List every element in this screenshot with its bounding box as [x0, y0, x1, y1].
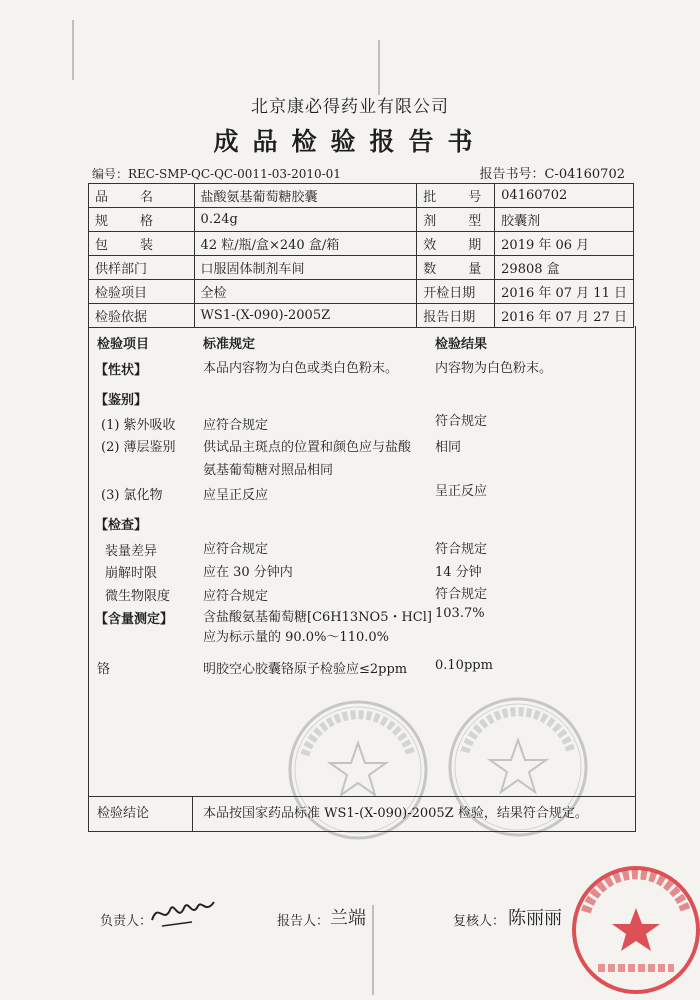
column-header-standard: 标准规定: [203, 337, 256, 352]
info-value: WS1-(X-090)-2005Z: [194, 304, 417, 328]
distributor-red-seal: [568, 860, 700, 1000]
id2-standard-line2: 氨基葡萄糖对照品相同: [203, 463, 334, 478]
c1-standard: 应符合规定: [203, 542, 269, 557]
reviewer-signature: 陈丽丽: [508, 908, 562, 929]
info-row: [89, 208, 634, 232]
info-row: [89, 232, 634, 256]
info-value: 29808 盒: [495, 256, 634, 280]
conclusion-label: 检验结论: [89, 797, 193, 831]
info-row: [89, 304, 634, 328]
info-label: 包 装: [89, 232, 195, 256]
chromium-standard: 明胶空心胶囊铬原子检验应≤2ppm: [203, 662, 408, 677]
reporter-label: 报告人：: [277, 914, 330, 929]
responsible-label: 负责人：: [100, 914, 153, 929]
info-label: 数 量: [417, 256, 495, 280]
info-label: 供样部门: [89, 256, 195, 280]
column-header-result: 检验结果: [435, 337, 488, 352]
c2-result: 14 分钟: [435, 565, 482, 580]
id1-item: (1) 紫外吸收: [101, 418, 176, 433]
chromium-item: 铬: [97, 662, 111, 677]
info-row: [89, 184, 634, 208]
id2-standard-line1: 供试品主斑点的位置和颜色应与盐酸: [203, 440, 412, 455]
c2-item: 崩解时限: [105, 566, 158, 581]
info-value: 2016 年 07 月 27 日: [495, 304, 634, 328]
id3-standard: 应呈正反应: [203, 488, 269, 503]
info-value: 2016 年 07 月 11 日: [495, 280, 634, 304]
assay-standard-line2: 应为标示量的 90.0%～110.0%: [203, 630, 389, 645]
product-info-table: [88, 183, 634, 328]
section-assay: 【含量测定】: [95, 612, 174, 627]
assay-result: 103.7%: [435, 606, 485, 621]
info-label: 检验项目: [89, 280, 195, 304]
responsible-signature: [148, 892, 218, 930]
report-number: 报告书号：C-04160702: [479, 167, 625, 182]
c3-result: 符合规定: [435, 587, 488, 602]
properties-result: 内容物为白色粉末。: [435, 361, 553, 376]
conclusion-text: 本品按国家药品标准 WS1-(X-090)-2005Z 检验，结果符合规定。: [203, 806, 588, 821]
properties-standard: 本品内容物为白色或类白色粉末。: [203, 361, 399, 376]
id2-result: 相同: [435, 440, 462, 455]
info-label: 批 号: [417, 184, 495, 208]
company-name: 北京康必得药业有限公司: [251, 97, 449, 117]
conclusion-row: [88, 796, 636, 832]
fold-line: [378, 40, 380, 95]
info-row: [89, 256, 634, 280]
c1-item: 装量差异: [105, 544, 158, 559]
info-label: 开检日期: [417, 280, 495, 304]
info-value: 盐酸氨基葡萄糖胶囊: [194, 184, 417, 208]
c2-standard: 应在 30 分钟内: [203, 565, 293, 580]
reviewer-label: 复核人：: [453, 914, 506, 929]
c3-item: 微生物限度: [105, 589, 171, 604]
section-properties: 【性状】: [95, 363, 148, 378]
id3-item: (3) 氯化物: [101, 488, 163, 503]
id1-standard: 应符合规定: [203, 418, 269, 433]
info-label: 规 格: [89, 208, 195, 232]
column-header-item: 检验项目: [97, 337, 150, 352]
id3-result: 呈正反应: [435, 484, 488, 499]
info-label: 效 期: [417, 232, 495, 256]
info-value: 口服固体制剂车间: [194, 256, 417, 280]
info-value: 0.24g: [194, 208, 417, 232]
section-check: 【检查】: [95, 518, 148, 533]
fold-line: [372, 905, 374, 995]
section-identification: 【鉴别】: [95, 393, 148, 408]
id2-item: (2) 薄层鉴别: [101, 440, 176, 455]
info-label: 报告日期: [417, 304, 495, 328]
info-value: 全检: [194, 280, 417, 304]
info-value: 04160702: [495, 184, 634, 208]
info-label: 品 名: [89, 184, 195, 208]
info-value: 2019 年 06 月: [495, 232, 634, 256]
document-number: 编号：REC-SMP-QC-QC-0011-03-2010-01: [92, 167, 341, 181]
assay-standard-line1: 含盐酸氨基葡萄糖[C6H13NO5・HCl]: [203, 610, 432, 625]
reporter-signature: 兰端: [330, 908, 366, 929]
fold-line: [72, 20, 74, 80]
info-value: 42 粒/瓶/盒×240 盒/箱: [194, 232, 417, 256]
document-title: 成品检验报告书: [213, 127, 487, 156]
chromium-result: 0.10ppm: [435, 658, 493, 673]
info-value: 胶囊剂: [495, 208, 634, 232]
c1-result: 符合规定: [435, 542, 488, 557]
info-label: 剂 型: [417, 208, 495, 232]
info-label: 检验依据: [89, 304, 195, 328]
id1-result: 符合规定: [435, 414, 488, 429]
info-row: [89, 280, 634, 304]
c3-standard: 应符合规定: [203, 589, 269, 604]
